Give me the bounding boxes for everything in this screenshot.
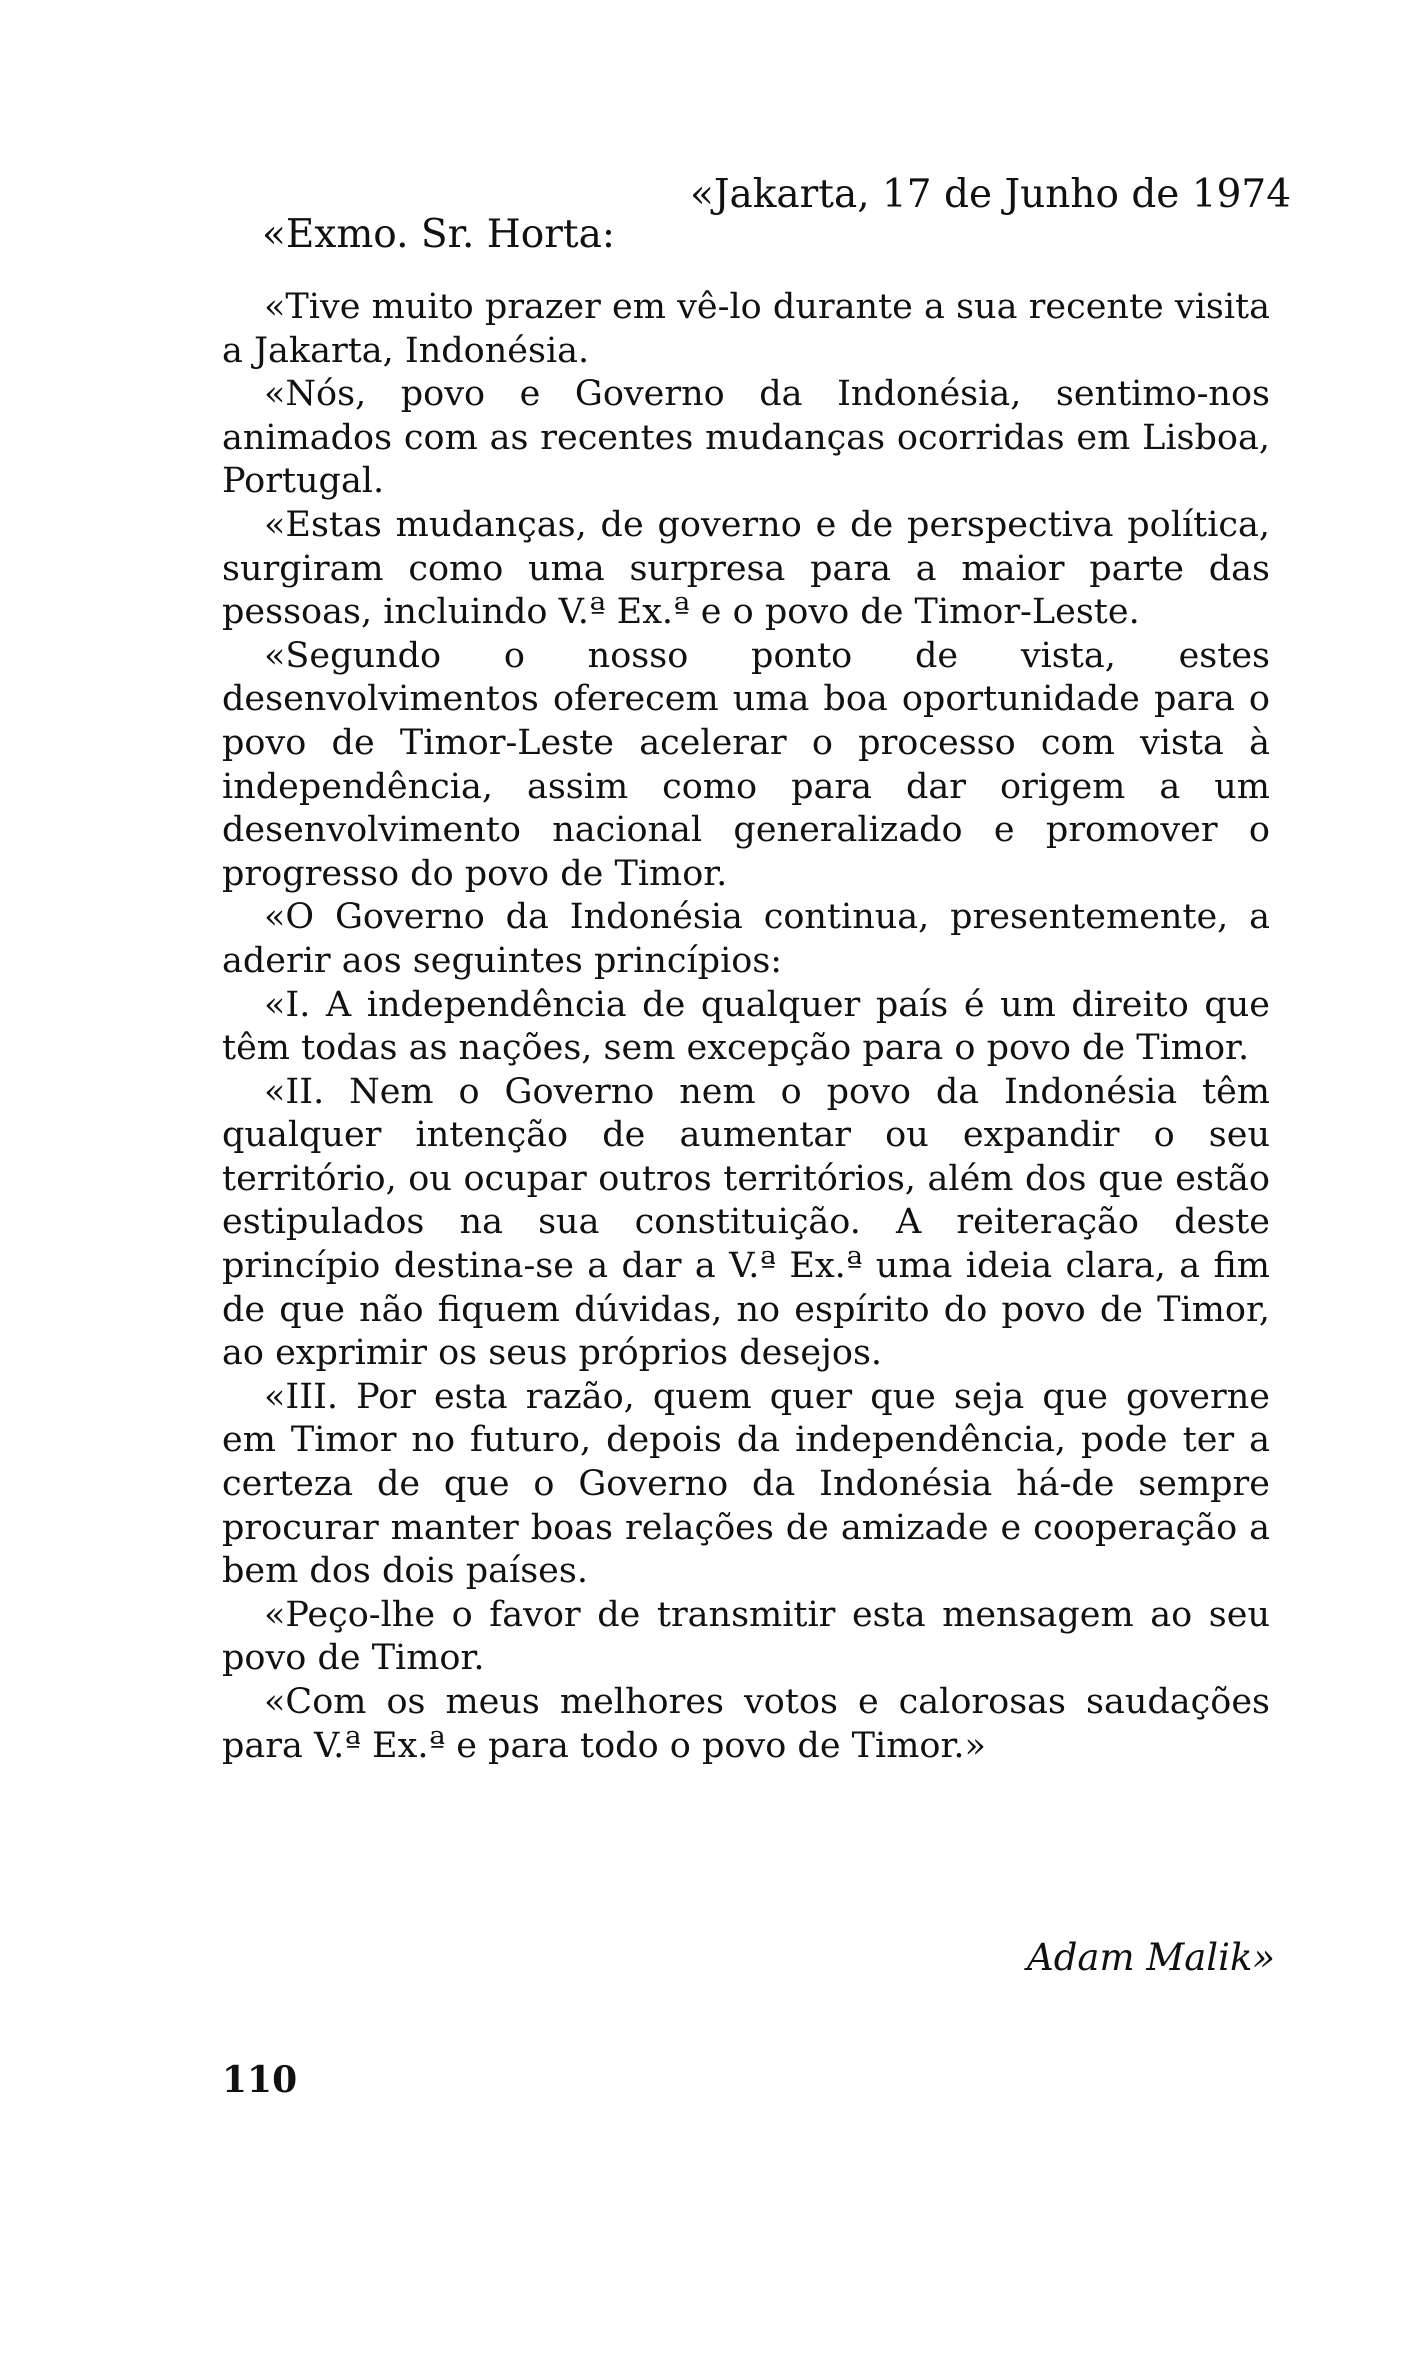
paragraph: «Nós, povo e Governo da Indonésia, sentimo-nos animados com as recentes mudanças ocorridas em Lisboa, Portugal. (222, 374, 1270, 502)
letter-salutation: «Exmo. Sr. Horta: (262, 212, 615, 257)
paragraph: «Com os meus melhores votos e calorosas saudações para V.ª Ex.ª e para todo o povo de Timor.» (222, 1682, 1270, 1766)
letter-body (222, 286, 1270, 1768)
paragraph: «I. A independência de qualquer país é um direito que têm todas as nações, sem excepção para o povo de Timor. (222, 984, 1270, 1069)
page-number: 110 (222, 2059, 298, 2101)
paragraph: «II. Nem o Governo nem o povo da Indonésia têm qualquer intenção de aumentar ou expandir o seu território, ou ocupar outros territórios, além dos que estão estipulados na sua constituição. A reiteração deste princípio destina-se a dar a V.ª Ex.ª uma ideia clara, a fim de que não fiquem dúvidas, no espírito do povo de Timor, ao exprimir os seus próprios desejos. (222, 1071, 1270, 1374)
paragraph: «Tive muito prazer em vê-lo durante a sua recente visita a Jakarta, Indonésia. (222, 287, 1270, 371)
paragraph: «III. Por esta razão, quem quer que seja que governe em Timor no futuro, depois da independência, pode ter a certeza de que o Governo da Indonésia há-de sempre procurar manter boas relações de amizade e cooperação a bem dos dois países. (222, 1376, 1270, 1592)
letter-signature: Adam Malik» (1027, 1936, 1275, 1979)
paragraph: «O Governo da Indonésia continua, presentemente, a aderir aos seguintes princípios: (222, 897, 1270, 981)
letter-dateline: «Jakarta, 17 de Junho de 1974 (690, 172, 1292, 217)
paragraph: «Estas mudanças, de governo e de perspectiva política, surgiram como uma surpresa para a maior parte das pessoas, incluindo V.ª Ex.ª e o povo de Timor-Leste. (222, 504, 1270, 633)
paragraph: «Peço-lhe o favor de transmitir esta mensagem ao seu povo de Timor. (222, 1594, 1270, 1679)
paragraph: «Segundo o nosso ponto de vista, estes desenvolvimentos oferecem uma boa oportunidade para o povo de Timor-Leste acelerar o processo com vista à independência, assim como para dar origem a um desenvolvimento nacional generalizado e promover o progresso do povo de Timor. (222, 635, 1270, 894)
